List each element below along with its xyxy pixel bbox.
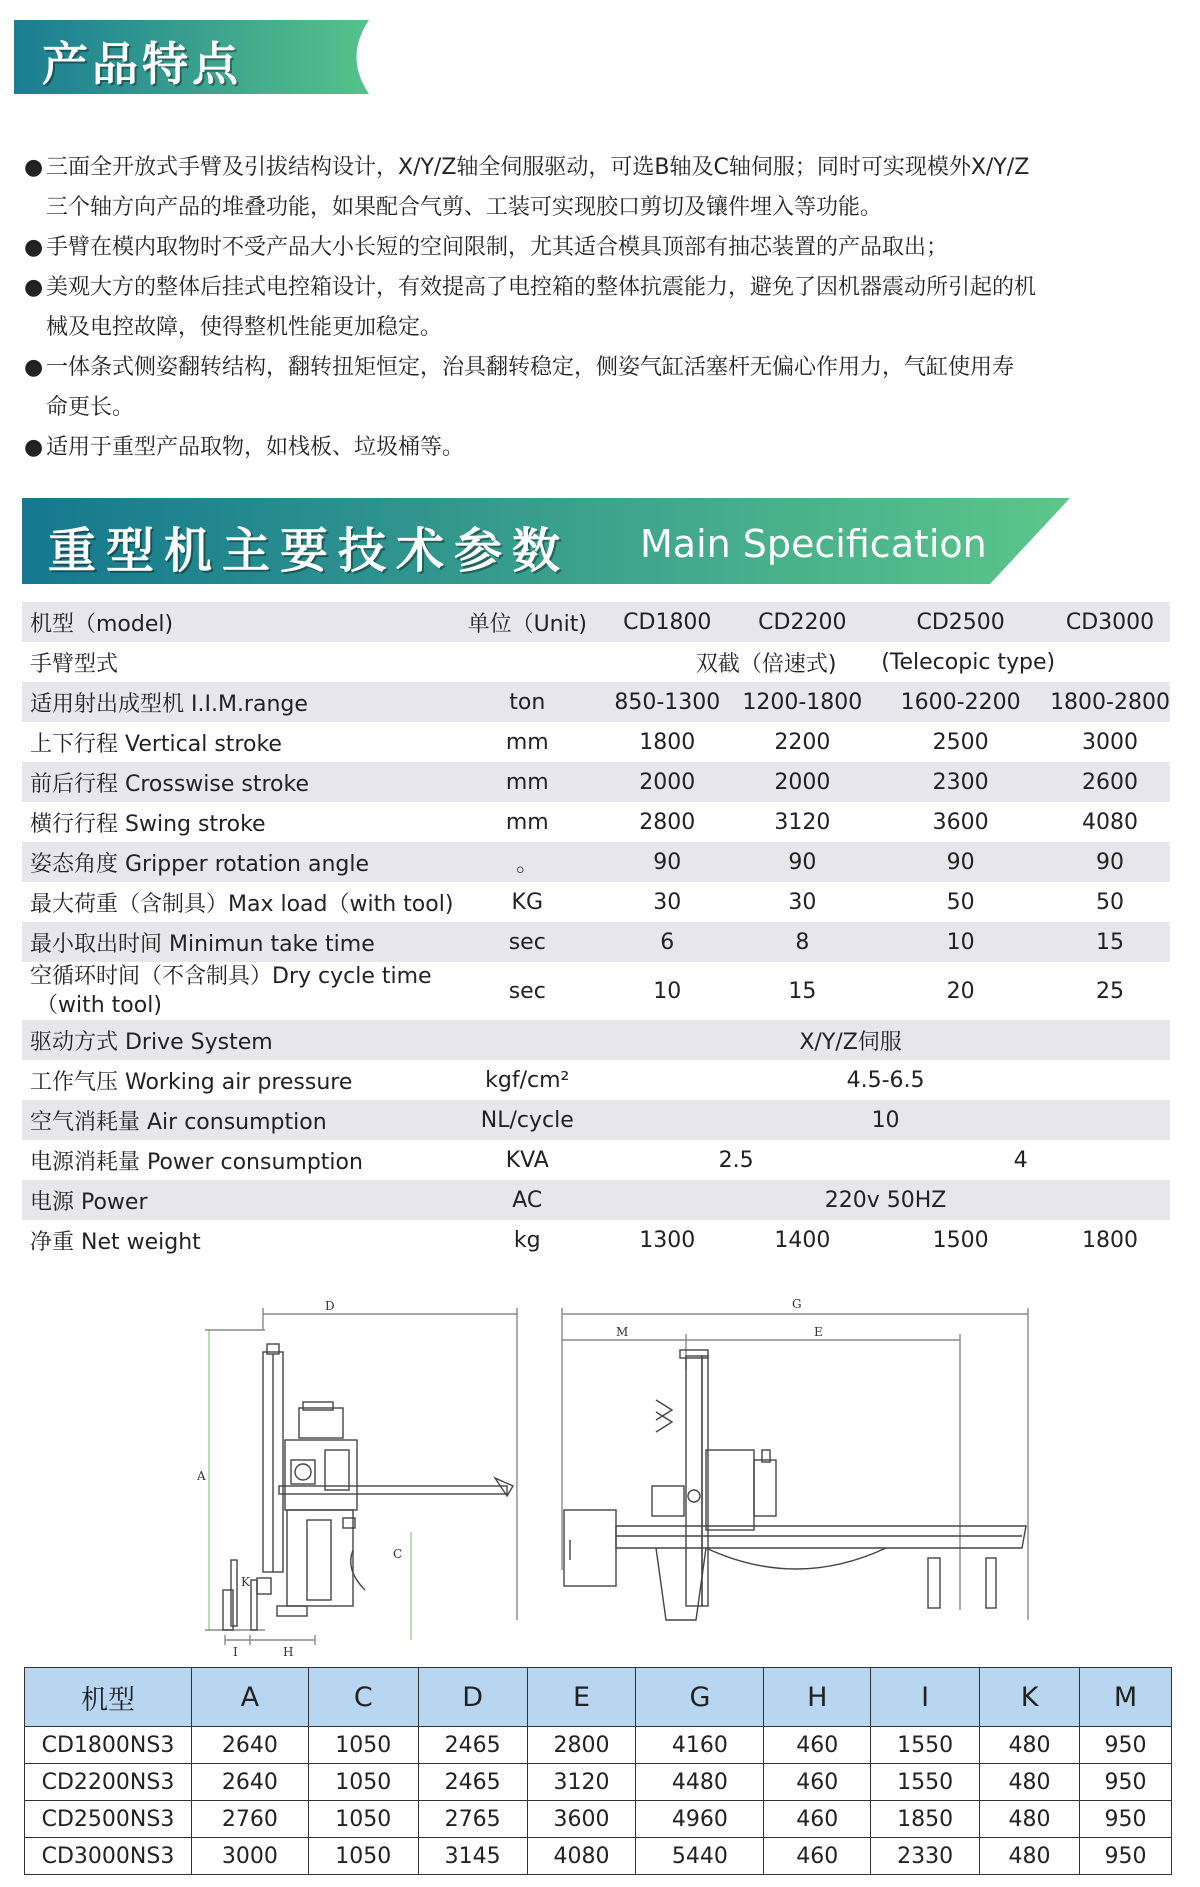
feature-text: 美观大方的整体后挂式电控箱设计，有效提高了电控箱的整体抗震能力，避免了因机器震动所引起的机 [46,275,1037,300]
spec-row [22,802,1170,842]
dimension-row [25,1801,1172,1838]
spec-value: 30 [653,889,682,915]
dimension-cell: 3145 [418,1838,527,1875]
spec-row [22,1020,1170,1060]
dimension-cell: 950 [1080,1764,1172,1801]
dimension-header: 机型 [25,1668,192,1727]
spec-value: 90 [871,842,1050,882]
spec-label: 最大荷重（含制具）Max load（with tool) [30,891,454,917]
dimension-header: C [308,1668,418,1727]
spec-value: 2000 [601,762,733,802]
spec-value: 4080 [1082,809,1139,835]
spec-table [22,602,1170,1260]
dim-label-g: G [792,1297,802,1311]
spec-title-en: Main Specification [640,522,987,566]
spec-value: 1800 [639,729,696,755]
spec-label: 工作气压 Working air pressure [30,1069,353,1095]
spec-row [22,722,1170,762]
dimension-cell: 480 [980,1838,1080,1875]
spec-value: 10 [871,922,1050,962]
spec-label: 电源 Power [22,1180,453,1220]
dimension-cell: 3000 [191,1838,308,1875]
power-value: 220v 50HZ [601,1180,1170,1220]
spec-unit: KG [511,889,544,915]
dimension-cell: CD3000NS3 [25,1838,192,1875]
dimension-cell: 1050 [308,1764,418,1801]
dimension-cell: 4160 [636,1727,764,1764]
spec-label: 手臂型式 [30,651,119,677]
spec-row [22,1180,1170,1220]
dimension-cell: CD1800NS3 [25,1727,192,1764]
bullet-icon: ● [24,435,44,460]
dimension-cell: 480 [980,1801,1080,1838]
spec-value: 50 [946,889,975,915]
dimension-cell: 1550 [871,1764,980,1801]
spec-value: 10 [653,978,682,1004]
dimension-cell: 2765 [418,1801,527,1838]
dimension-table [24,1667,1172,1875]
spec-row [22,962,1170,1020]
spec-value: 25 [1096,978,1125,1004]
spec-value: 2800 [639,809,696,835]
spec-unit: 。 [453,842,601,882]
dimension-cell: 460 [764,1727,871,1764]
dimension-cell: 2760 [191,1801,308,1838]
spec-row [22,762,1170,802]
dimension-header: K [980,1668,1080,1727]
spec-value: 850-1300 [601,682,733,722]
feature-item [24,228,1174,268]
dry-cycle-label-1: 空循环时间（不含制具）Dry cycle time [30,964,432,989]
spec-value: 2300 [871,762,1050,802]
spec-value: 1300 [639,1227,696,1253]
model-cell: CD3000 [1050,602,1170,642]
dimension-header: H [764,1668,871,1727]
spec-header-row [22,602,1170,642]
dimension-header: D [418,1668,527,1727]
spec-value: 8 [733,922,871,962]
spec-value: 1600-2200 [871,682,1050,722]
dimension-cell: 3120 [527,1764,636,1801]
feature-item [24,428,1174,468]
spec-value: 90 [733,842,871,882]
dimension-cell: CD2200NS3 [25,1764,192,1801]
spec-value: 2600 [1050,762,1170,802]
dim-label-e: E [814,1325,823,1339]
spec-value: 30 [788,889,817,915]
spec-unit: kg [513,1227,541,1253]
spec-unit: ton [453,682,601,722]
dimension-cell: 2800 [527,1727,636,1764]
spec-value: 15 [1050,922,1170,962]
dimension-cell: 480 [980,1727,1080,1764]
spec-unit: sec [453,922,601,962]
spec-unit: KVA [505,1147,549,1173]
power-consumption-a: 2.5 [718,1147,754,1173]
spec-unit: mm [505,729,549,755]
spec-row [22,642,1170,682]
spec-value: 1500 [932,1227,989,1253]
dimension-header: I [871,1668,980,1727]
spec-row [22,1060,1170,1100]
dimension-cell: 480 [980,1764,1080,1801]
spec-unit: AC [453,1180,601,1220]
dim-label-a: A [197,1469,206,1483]
spec-value: 2500 [932,729,989,755]
spec-label: 空气消耗量 Air consumption [22,1100,453,1140]
bullet-icon: ● [24,155,44,180]
spec-row [22,882,1170,922]
dim-label-c: C [393,1547,403,1561]
air-consumption-value: 10 [601,1100,1170,1140]
spec-title-cn: 重型机主要技术参数 [48,523,571,579]
feature-item [24,268,1174,348]
dimension-cell: 1550 [871,1727,980,1764]
spec-value: 90 [601,842,733,882]
dimension-cell: 4960 [636,1801,764,1838]
spec-value: 3600 [932,809,989,835]
dimension-cell: 4480 [636,1764,764,1801]
air-pressure-value: 4.5-6.5 [846,1067,925,1093]
feature-text: 械及电控故障，使得整机性能更加稳定。 [46,315,443,340]
dimension-cell: 950 [1080,1727,1172,1764]
dimension-cell: 2640 [191,1727,308,1764]
feature-text: 三面全开放式手臂及引拔结构设计，X/Y/Z轴全伺服驱动，可选B轴及C轴伺服；同时可实现模外X/Y/Z [46,155,1030,180]
front-view-drawing [556,1290,1036,1660]
spec-label: 横行行程 Swing stroke [30,811,266,837]
spec-value: 6 [601,922,733,962]
spec-label: 姿态角度 Gripper rotation angle [22,842,453,882]
dimension-cell: 2330 [871,1838,980,1875]
dimension-cell: 2465 [418,1764,527,1801]
dimension-cell: 460 [764,1838,871,1875]
drive-value: X/Y/Z伺服 [601,1020,1170,1060]
spec-row [22,922,1170,962]
spec-value: 50 [1096,889,1125,915]
dimension-row [25,1764,1172,1801]
spec-label: 适用射出成型机 I.I.M.range [22,682,453,722]
spec-label: 净重 Net weight [30,1229,201,1255]
dimension-row [25,1727,1172,1764]
spec-label: 驱动方式 Drive System [22,1020,453,1060]
spec-label: 电源消耗量 Power consumption [30,1149,363,1175]
feature-item [24,148,1174,228]
spec-header-unit: 单位（Unit) [453,602,601,642]
feature-text: 适用于重型产品取物，如栈板、垃圾桶等。 [46,435,465,460]
dimension-header: E [527,1668,636,1727]
model-cell: CD1800 [601,602,733,642]
dim-label-i: I [233,1645,238,1659]
dimension-header: G [636,1668,764,1727]
dimension-cell: 950 [1080,1838,1172,1875]
spec-label [22,962,453,1020]
dimension-cell: 5440 [636,1838,764,1875]
spec-row [22,842,1170,882]
spec-banner [22,498,1070,584]
spec-value: 2200 [774,729,831,755]
spec-value: 1800-2800 [1050,682,1170,722]
spec-row [22,1220,1170,1260]
dimension-cell: CD2500NS3 [25,1801,192,1838]
dimension-cell: 1050 [308,1727,418,1764]
dimension-cell: 460 [764,1801,871,1838]
feature-text: 一体条式侧姿翻转结构，翻转扭矩恒定，治具翻转稳定，侧姿气缸活塞杆无偏心作用力，气缸使用寿 [46,355,1015,380]
dimension-cell: 1050 [308,1838,418,1875]
spec-unit: kgf/cm² [485,1067,570,1093]
spec-unit: sec [508,978,546,1004]
feature-text: 命更长。 [46,395,135,420]
dim-label-k: K [241,1575,250,1589]
model-cell: CD2200 [733,602,871,642]
dimension-row [25,1838,1172,1875]
spec-value: 3000 [1082,729,1139,755]
dim-label-h: H [283,1645,294,1659]
dimension-cell: 4080 [527,1838,636,1875]
spec-value: 1800 [1082,1227,1139,1253]
spec-label: 最小取出时间 Minimun take time [22,922,453,962]
spec-unit: mm [505,809,549,835]
dimension-header-row [25,1668,1172,1727]
spec-value: 1400 [774,1227,831,1253]
power-consumption-b: 4 [1013,1147,1028,1173]
spec-value: 1200-1800 [733,682,871,722]
bullet-icon: ● [24,275,44,300]
dimension-header: A [191,1668,308,1727]
bullet-icon: ● [24,355,44,380]
dimension-cell: 1850 [871,1801,980,1838]
spec-unit: mm [453,762,601,802]
side-view-drawing [195,1290,535,1660]
dimension-cell: 2640 [191,1764,308,1801]
spec-label: 上下行程 Vertical stroke [30,731,282,757]
dimension-cell: 2465 [418,1727,527,1764]
spec-label: 前后行程 Crosswise stroke [22,762,453,802]
dimension-header: M [1080,1668,1172,1727]
spec-unit: NL/cycle [453,1100,601,1140]
feature-list [24,148,1174,468]
dry-cycle-label-2: （with tool) [36,993,162,1018]
arm-type-cn: 双截（倍速式) [695,651,837,677]
spec-value: 90 [1050,842,1170,882]
model-cell: CD2500 [871,602,1050,642]
dimension-cell: 460 [764,1764,871,1801]
spec-value: 2000 [733,762,871,802]
feature-text: 手臂在模内取物时不受产品大小长短的空间限制，尤其适合模具顶部有抽芯装置的产品取出； [46,235,949,260]
arm-type-en: (Telecopic type) [881,649,1056,675]
spec-row [22,1100,1170,1140]
spec-row [22,682,1170,722]
dimension-cell: 1050 [308,1801,418,1838]
dimension-cell: 950 [1080,1801,1172,1838]
bullet-icon: ● [24,235,44,260]
spec-value: 15 [788,978,817,1004]
spec-row [22,1140,1170,1180]
features-banner [14,20,369,94]
feature-text: 三个轴方向产品的堆叠功能，如果配合气剪、工装可实现胶口剪切及镶件埋入等功能。 [46,195,883,220]
spec-value: 3120 [774,809,831,835]
features-title: 产品特点 [42,37,242,91]
dimension-cell: 3600 [527,1801,636,1838]
dim-label-m: M [616,1325,629,1339]
feature-item [24,348,1174,428]
spec-header-label: 机型（model) [22,602,453,642]
dim-label-d: D [325,1299,335,1313]
spec-value: 20 [946,978,975,1004]
